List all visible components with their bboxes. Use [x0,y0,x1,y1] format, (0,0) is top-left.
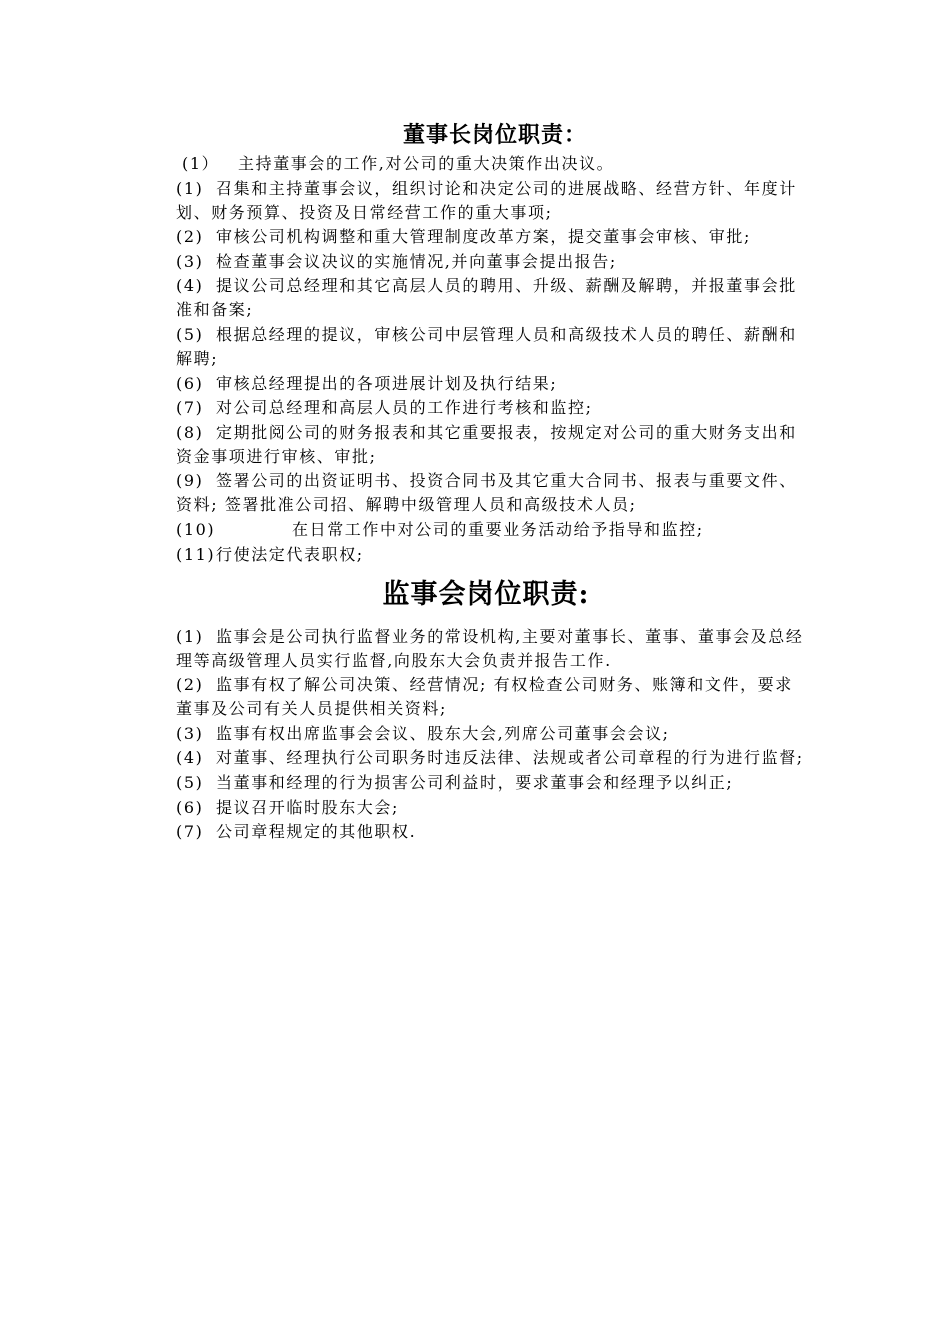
item-number: (10) [176,519,216,539]
item-text: 在日常工作中对公司的重要业务活动给予指导和监控; [292,519,704,539]
item-number: (6) [176,373,204,393]
list-item [176,543,806,567]
item-text: 监事有权出席监事会会议、股东大会,列席公司董事会会议; [216,723,670,743]
item-text: 签署公司的出资证明书、投资合同书及其它重大合同书、报表与重要文件、资料; 签署批准公司招、解聘中级管理人员和高级技术人员; [176,471,797,515]
list-item [176,177,806,225]
item-text: 行使法定代表职权; [216,544,364,564]
list-item [176,469,806,517]
section-title-supervisory-board: 监事会岗位职责: [382,578,590,610]
list-item [176,625,806,673]
item-number: (3) [176,723,204,743]
list-item [176,323,806,371]
document-page [176,118,806,844]
item-text: 召集和主持董事会议，组织讨论和决定公司的进展战略、经营方针、年度计划、财务预算、投资及日常经营工作的重大事项; [176,178,797,222]
section-title-chairman: 董事长岗位职责： [402,122,587,148]
item-number: (9) [176,471,204,491]
item-number: (6) [176,797,204,817]
item-text: 检查董事会议决议的实施情况,并向董事会提出报告; [216,251,617,271]
item-text: 根据总经理的提议，审核公司中层管理人员和高级技术人员的聘任、薪酬和解聘; [176,324,797,368]
item-number: (3) [176,251,204,271]
item-text: 主持董事会的工作,对公司的重大决策作出决议。 [238,154,615,173]
list-item [176,225,806,249]
item-number: (1） [182,154,220,173]
list-item [176,372,806,396]
list-item [176,673,806,721]
item-number: (4) [176,276,204,296]
list-item [176,746,806,770]
item-text: 提议召开临时股东大会; [216,797,399,817]
item-number: (8) [176,422,204,442]
item-text: 当董事和经理的行为损害公司利益时，要求董事会和经理予以纠正; [216,772,734,792]
item-number: (5) [176,772,204,792]
list-item [176,820,806,844]
list-item [176,722,806,746]
item-text: 对公司总经理和高层人员的工作进行考核和监控; [216,398,593,418]
list-item [176,250,806,274]
item-number: (7) [176,822,204,842]
item-number: (1) [176,178,204,198]
item-text: 对董事、经理执行公司职务时违反法律、法规或者公司章程的行为进行监督; [216,748,804,768]
item-number: (1) [176,626,204,646]
item-text: 提议公司总经理和其它高层人员的聘用、升级、薪酬及解聘，并报董事会批准和备案; [176,276,797,320]
item-number: (7) [176,398,204,418]
item-number: (11) [176,544,216,564]
list-item [176,396,806,420]
list-item [176,152,806,176]
item-number: (2) [176,675,204,695]
item-number: (5) [176,324,204,344]
item-text: 定期批阅公司的财务报表和其它重要报表，按规定对公司的重大财务支出和资金事项进行审核、审批; [176,422,797,466]
list-item [176,771,806,795]
item-number: (4) [176,748,204,768]
item-text: 审核公司机构调整和重大管理制度改革方案，提交董事会审核、审批; [216,227,751,247]
item-text: 监事会是公司执行监督业务的常设机构,主要对董事长、董事、董事会及总经理等高级管理人员实行监督,向股东大会负责并报告工作. [176,626,804,670]
item-text: 监事有权了解公司决策、经营情况; 有权检查公司财务、账簿和文件，要求董事及公司有关人员提供相关资料; [176,675,793,719]
item-number: (2) [176,227,204,247]
list-item [176,796,806,820]
list-item [176,518,806,542]
item-text: 公司章程规定的其他职权. [216,822,417,842]
list-item [176,421,806,469]
list-item [176,274,806,322]
item-text: 审核总经理提出的各项进展计划及执行结果; [216,373,558,393]
